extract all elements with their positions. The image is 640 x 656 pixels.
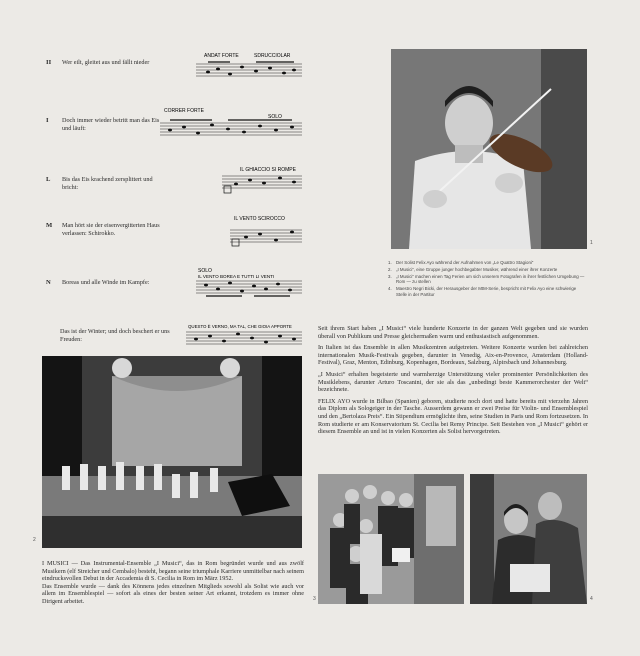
caption-text: „I Musici“, eine Gruppe junger hochbegabter Musiker, während einer ihrer Konzerte — [396, 266, 558, 272]
score-row — [0, 50, 320, 90]
score-row — [0, 103, 320, 143]
photo-group-outdoors — [318, 474, 464, 604]
score-annotation: IL VENTO SCIROCCO — [234, 216, 285, 222]
paragraph: „I Musici“ erhalten begeisterte und warmherzige Unterstützung vieler prominenter Persönlichkeiten des Musiklebens, darunter Arturo Toscanini, der sie als das „unbedingt beste Kammerorchester der Welt“ bezeichnete. — [318, 370, 588, 394]
score-annotation: SOLO — [268, 114, 282, 120]
row-text: Doch immer wieder betritt man das Eis und läuft: — [62, 117, 160, 132]
caption-text: Maestro Negri Bicki, der Herausgeber der MtM-Serie, bespricht mit Felix Ayo eine schwierige Stelle in der Partitur — [396, 286, 577, 297]
paragraph: In Italien ist das Ensemble in allen Musikzentren aufgetreten. Weitere Konzerte wurden bei zahlreichen internationalen Musik-Festivals gegeben, darunter in Venedig, Aix-en-Provence, Amsterdam (Holland-Festival), Graz, Menton, Edinburg, Kopenhagen, Bordeaux, Salzburg, Alpirsbach und Johannesburg. — [318, 344, 588, 367]
score-annotation: IL VENTO BOREA E TUTTI LI VENTI — [198, 274, 275, 279]
score-annotation: CORRER FORTE — [164, 108, 204, 114]
music-score — [160, 103, 304, 139]
row-text: Wer eilt, gleitet aus und fällt nieder — [62, 59, 150, 66]
row-text: Boreas und alle Winde im Kampfe: — [62, 279, 150, 286]
figure-number: 2 — [33, 537, 36, 543]
caption-number: 2. — [388, 266, 392, 272]
row-number: II — [46, 59, 52, 66]
photo-captions — [388, 260, 588, 299]
row-text: Man hört sie der eisenvergitterten Haus verlassen: Schirokko. — [62, 222, 160, 237]
caption — [388, 260, 588, 266]
caption-text: Der Solist Felix Ayo während der Aufnahmen von „Le Quattro Stagioni“ — [396, 260, 534, 265]
score-row — [0, 320, 320, 360]
score-annotation: ANDAT FORTE — [204, 53, 239, 59]
paragraph: Seit ihrem Start haben „I Musici“ viele hunderte Konzerte in der ganzen Welt gegeben und sie wurden überall von Publikum und Presse gleichermaßen warm und enthusiastisch aufgenommen. — [318, 325, 588, 340]
caption-number: 3. — [388, 273, 392, 279]
row-number: L — [46, 176, 51, 183]
caption — [388, 267, 588, 273]
score-annotation: SDRUCCIOLAR — [254, 53, 291, 59]
caption — [388, 274, 588, 286]
score-annotation: QUESTO È VERNO, MA TAL, CHE GIOIA APPORTE — [188, 324, 292, 329]
paragraph: Das Ensemble wurde — dank des Könnens jedes einzelnen Mitglieds sowohl als Solist wie auch vor allem im Ensemblespiel — sofort als eines der besten seiner Art erkannt, trotzdem es immer ohne Dirigent arbeitet. — [42, 582, 304, 605]
music-score — [230, 212, 304, 248]
caption — [388, 286, 588, 298]
article-text-right — [318, 325, 588, 440]
score-annotation: SOLO — [198, 268, 212, 274]
music-score — [196, 265, 304, 299]
figure-number: 3 — [313, 596, 316, 602]
photo-violinist — [391, 49, 587, 249]
paragraph: FELIX AYO wurde in Bilbao (Spanien) geboren, studierte noch dort und hatte bereits mit vierzehn Jahren das Diplom als Sologeiger in der Tasche. Ausserdem gewann er zwei Preise für Violin- und Ensemblespiel und den „Bertolaza Preis“. Ein Stipendium ermöglichte ihm, seine Studien in Paris und Rom fortzusetzen. In Rom studierte er am Konservatorium St. Cecilia bei Remy Principe. Seit Bestehen von „I Musici“ gehört er diesem Ensemble an und ist in vielen Konzerten als Solist hervorgetreten. — [318, 397, 588, 436]
music-score — [222, 164, 304, 196]
article-text-left — [42, 560, 304, 606]
score-row — [0, 212, 320, 252]
photo-score-discussion — [470, 474, 587, 604]
paragraph: I MUSICI — Das Instrumental-Ensemble „I Musici“, das in Rom begründet wurde und aus zwölf Musikern (elf Streicher und Cembalo) besteht, begann seine triumphale Karriere unmittelbar nach seinem eindrucksvollen Debut in der Accademia di S. Cecilia in Rom im März 1952. — [42, 560, 304, 583]
figure-number: 1 — [590, 240, 593, 246]
photo-concert-hall — [42, 356, 302, 548]
caption-number: 1. — [388, 260, 392, 265]
caption-text: „I Musici“ machen einen Tag Ferien um sich unserem Fotografen in ihrer festlichen Umgebung — Rom — zu stellen — [396, 273, 585, 285]
row-text: Bis das Eis krachend zersplittert und bricht: — [62, 176, 153, 191]
music-score — [196, 50, 304, 82]
caption-number: 4. — [388, 286, 392, 292]
row-text: Das ist der Winter; und doch beschert er uns Freuden: — [60, 328, 170, 343]
score-row — [0, 164, 320, 204]
figure-number: 4 — [590, 596, 593, 602]
score-annotation: IL GHIACCIO SI ROMPE — [240, 167, 296, 173]
row-number: M — [46, 222, 53, 229]
row-number: N — [46, 279, 51, 286]
score-row — [0, 265, 320, 305]
music-score — [186, 320, 304, 350]
row-number: I — [46, 117, 49, 124]
